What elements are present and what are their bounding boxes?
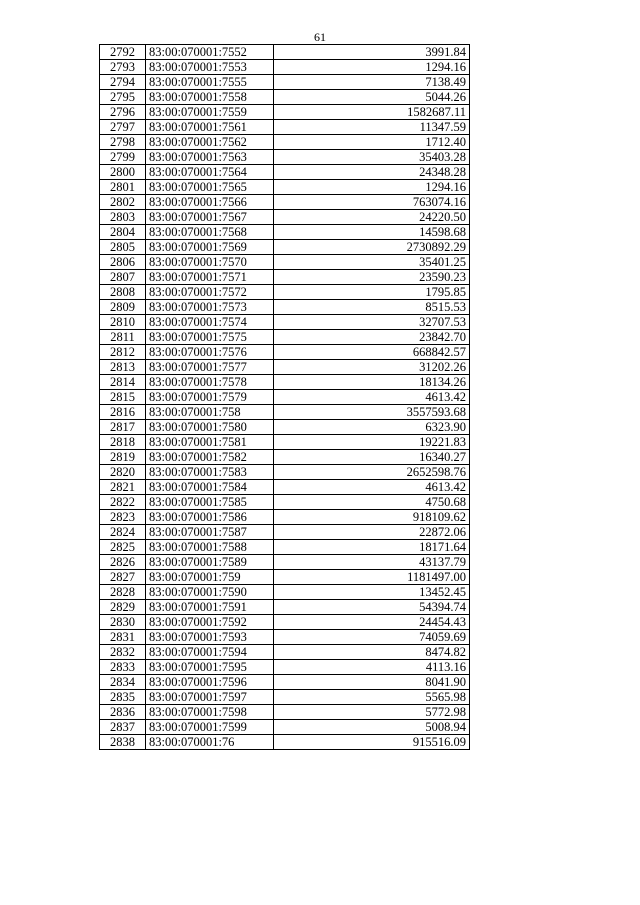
cadastral-value-cell: 1712.40 — [274, 135, 470, 150]
table-row — [100, 570, 470, 585]
cadastral-value-cell: 5565.98 — [274, 690, 470, 705]
cadastral-number-cell: 83:00:070001:7598 — [146, 705, 274, 720]
row-number-cell: 2806 — [100, 255, 146, 270]
row-number-cell: 2812 — [100, 345, 146, 360]
row-number-cell: 2804 — [100, 225, 146, 240]
cadastral-value-cell: 5044.26 — [274, 90, 470, 105]
cadastral-value-cell: 5008.94 — [274, 720, 470, 735]
cadastral-number-cell: 83:00:070001:7588 — [146, 540, 274, 555]
row-number-cell: 2792 — [100, 45, 146, 60]
table-row — [100, 420, 470, 435]
cadastral-number-cell: 83:00:070001:7558 — [146, 90, 274, 105]
table-row — [100, 615, 470, 630]
cadastral-number-cell: 83:00:070001:7599 — [146, 720, 274, 735]
table-row — [100, 495, 470, 510]
cadastral-value-cell: 5772.98 — [274, 705, 470, 720]
table-row — [100, 255, 470, 270]
row-number-cell: 2822 — [100, 495, 146, 510]
cadastral-value-cell: 18134.26 — [274, 375, 470, 390]
row-number-cell: 2838 — [100, 735, 146, 750]
cadastral-value-cell: 16340.27 — [274, 450, 470, 465]
table-row — [100, 330, 470, 345]
cadastral-number-cell: 83:00:070001:7586 — [146, 510, 274, 525]
cadastral-value-cell: 4113.16 — [274, 660, 470, 675]
cadastral-value-cell: 19221.83 — [274, 435, 470, 450]
cadastral-number-cell: 83:00:070001:7595 — [146, 660, 274, 675]
row-number-cell: 2821 — [100, 480, 146, 495]
table-row — [100, 195, 470, 210]
row-number-cell: 2824 — [100, 525, 146, 540]
table-row — [100, 225, 470, 240]
cadastral-number-cell: 83:00:070001:7564 — [146, 165, 274, 180]
cadastral-number-cell: 83:00:070001:7587 — [146, 525, 274, 540]
row-number-cell: 2800 — [100, 165, 146, 180]
cadastral-value-cell: 32707.53 — [274, 315, 470, 330]
table-row — [100, 150, 470, 165]
cadastral-number-cell: 83:00:070001:7569 — [146, 240, 274, 255]
row-number-cell: 2810 — [100, 315, 146, 330]
table-row — [100, 555, 470, 570]
cadastral-value-cell: 915516.09 — [274, 735, 470, 750]
row-number-cell: 2799 — [100, 150, 146, 165]
cadastral-value-cell: 22872.06 — [274, 525, 470, 540]
cadastral-number-cell: 83:00:070001:7563 — [146, 150, 274, 165]
table-row — [100, 705, 470, 720]
cadastral-number-cell: 83:00:070001:7566 — [146, 195, 274, 210]
table-row — [100, 465, 470, 480]
row-number-cell: 2807 — [100, 270, 146, 285]
row-number-cell: 2818 — [100, 435, 146, 450]
table-row — [100, 360, 470, 375]
row-number-cell: 2837 — [100, 720, 146, 735]
cadastral-value-cell: 1294.16 — [274, 60, 470, 75]
row-number-cell: 2829 — [100, 600, 146, 615]
cadastral-value-cell: 4750.68 — [274, 495, 470, 510]
row-number-cell: 2795 — [100, 90, 146, 105]
row-number-cell: 2826 — [100, 555, 146, 570]
table-row — [100, 165, 470, 180]
cadastral-value-cell: 668842.57 — [274, 345, 470, 360]
cadastral-number-cell: 83:00:070001:7572 — [146, 285, 274, 300]
row-number-cell: 2809 — [100, 300, 146, 315]
cadastral-value-cell: 13452.45 — [274, 585, 470, 600]
cadastral-value-cell: 1181497.00 — [274, 570, 470, 585]
page-number: 61 — [314, 30, 326, 44]
cadastral-value-cell: 24220.50 — [274, 210, 470, 225]
cadastral-number-cell: 83:00:070001:7552 — [146, 45, 274, 60]
row-number-cell: 2835 — [100, 690, 146, 705]
cadastral-value-cell: 4613.42 — [274, 480, 470, 495]
table-row — [100, 60, 470, 75]
cadastral-value-cell: 3557593.68 — [274, 405, 470, 420]
table-row — [100, 45, 470, 60]
table-row — [100, 105, 470, 120]
cadastral-number-cell: 83:00:070001:7565 — [146, 180, 274, 195]
table-row — [100, 345, 470, 360]
table-row — [100, 540, 470, 555]
row-number-cell: 2816 — [100, 405, 146, 420]
cadastral-value-cell: 1582687.11 — [274, 105, 470, 120]
table-row — [100, 450, 470, 465]
table-row — [100, 405, 470, 420]
cadastral-number-cell: 83:00:070001:7561 — [146, 120, 274, 135]
cadastral-number-cell: 83:00:070001:7581 — [146, 435, 274, 450]
cadastral-number-cell: 83:00:070001:7596 — [146, 675, 274, 690]
cadastral-value-cell: 7138.49 — [274, 75, 470, 90]
cadastral-number-cell: 83:00:070001:7559 — [146, 105, 274, 120]
cadastral-number-cell: 83:00:070001:7553 — [146, 60, 274, 75]
row-number-cell: 2814 — [100, 375, 146, 390]
row-number-cell: 2825 — [100, 540, 146, 555]
table-row — [100, 135, 470, 150]
table-row — [100, 690, 470, 705]
cadastral-value-cell: 14598.68 — [274, 225, 470, 240]
cadastral-number-cell: 83:00:070001:7568 — [146, 225, 274, 240]
row-number-cell: 2793 — [100, 60, 146, 75]
row-number-cell: 2836 — [100, 705, 146, 720]
table-row — [100, 525, 470, 540]
cadastral-number-cell: 83:00:070001:7578 — [146, 375, 274, 390]
cadastral-value-cell: 8515.53 — [274, 300, 470, 315]
table-row — [100, 600, 470, 615]
cadastral-number-cell: 83:00:070001:7582 — [146, 450, 274, 465]
table-row — [100, 240, 470, 255]
cadastral-value-table — [99, 44, 470, 750]
cadastral-number-cell: 83:00:070001:7555 — [146, 75, 274, 90]
cadastral-value-cell: 74059.69 — [274, 630, 470, 645]
cadastral-number-cell: 83:00:070001:7594 — [146, 645, 274, 660]
cadastral-number-cell: 83:00:070001:7589 — [146, 555, 274, 570]
cadastral-number-cell: 83:00:070001:7567 — [146, 210, 274, 225]
row-number-cell: 2832 — [100, 645, 146, 660]
table-row — [100, 270, 470, 285]
row-number-cell: 2820 — [100, 465, 146, 480]
table-row — [100, 585, 470, 600]
cadastral-value-cell: 23590.23 — [274, 270, 470, 285]
table-row — [100, 675, 470, 690]
cadastral-number-cell: 83:00:070001:7590 — [146, 585, 274, 600]
row-number-cell: 2794 — [100, 75, 146, 90]
cadastral-number-cell: 83:00:070001:7576 — [146, 345, 274, 360]
cadastral-value-cell: 4613.42 — [274, 390, 470, 405]
cadastral-value-cell: 24454.43 — [274, 615, 470, 630]
cadastral-value-cell: 3991.84 — [274, 45, 470, 60]
table-row — [100, 120, 470, 135]
cadastral-number-cell: 83:00:070001:758 — [146, 405, 274, 420]
cadastral-number-cell: 83:00:070001:76 — [146, 735, 274, 750]
cadastral-number-cell: 83:00:070001:7579 — [146, 390, 274, 405]
table-row — [100, 660, 470, 675]
table-row — [100, 645, 470, 660]
cadastral-value-cell: 1795.85 — [274, 285, 470, 300]
cadastral-value-cell: 18171.64 — [274, 540, 470, 555]
row-number-cell: 2823 — [100, 510, 146, 525]
cadastral-value-cell: 1294.16 — [274, 180, 470, 195]
table-row — [100, 720, 470, 735]
row-number-cell: 2815 — [100, 390, 146, 405]
cadastral-value-cell: 43137.79 — [274, 555, 470, 570]
table-row — [100, 75, 470, 90]
cadastral-number-cell: 83:00:070001:7580 — [146, 420, 274, 435]
table-row — [100, 480, 470, 495]
row-number-cell: 2796 — [100, 105, 146, 120]
table-row — [100, 285, 470, 300]
cadastral-number-cell: 83:00:070001:7585 — [146, 495, 274, 510]
cadastral-value-cell: 54394.74 — [274, 600, 470, 615]
row-number-cell: 2801 — [100, 180, 146, 195]
table-row — [100, 630, 470, 645]
cadastral-value-cell: 11347.59 — [274, 120, 470, 135]
table-row — [100, 90, 470, 105]
cadastral-number-cell: 83:00:070001:7570 — [146, 255, 274, 270]
row-number-cell: 2802 — [100, 195, 146, 210]
cadastral-number-cell: 83:00:070001:7593 — [146, 630, 274, 645]
cadastral-number-cell: 83:00:070001:7584 — [146, 480, 274, 495]
row-number-cell: 2803 — [100, 210, 146, 225]
row-number-cell: 2797 — [100, 120, 146, 135]
cadastral-value-cell: 918109.62 — [274, 510, 470, 525]
cadastral-number-cell: 83:00:070001:7577 — [146, 360, 274, 375]
table-row — [100, 435, 470, 450]
cadastral-value-cell: 23842.70 — [274, 330, 470, 345]
cadastral-value-cell: 6323.90 — [274, 420, 470, 435]
table-row — [100, 300, 470, 315]
row-number-cell: 2831 — [100, 630, 146, 645]
row-number-cell: 2805 — [100, 240, 146, 255]
table-row — [100, 390, 470, 405]
row-number-cell: 2833 — [100, 660, 146, 675]
row-number-cell: 2830 — [100, 615, 146, 630]
cadastral-value-cell: 2652598.76 — [274, 465, 470, 480]
row-number-cell: 2828 — [100, 585, 146, 600]
cadastral-number-cell: 83:00:070001:7573 — [146, 300, 274, 315]
row-number-cell: 2817 — [100, 420, 146, 435]
cadastral-value-cell: 35403.28 — [274, 150, 470, 165]
row-number-cell: 2819 — [100, 450, 146, 465]
cadastral-value-cell: 763074.16 — [274, 195, 470, 210]
cadastral-number-cell: 83:00:070001:7574 — [146, 315, 274, 330]
cadastral-value-cell: 8474.82 — [274, 645, 470, 660]
table-row — [100, 180, 470, 195]
table-row — [100, 315, 470, 330]
row-number-cell: 2827 — [100, 570, 146, 585]
cadastral-number-cell: 83:00:070001:759 — [146, 570, 274, 585]
table-row — [100, 510, 470, 525]
cadastral-number-cell: 83:00:070001:7575 — [146, 330, 274, 345]
cadastral-number-cell: 83:00:070001:7597 — [146, 690, 274, 705]
table-row — [100, 375, 470, 390]
cadastral-number-cell: 83:00:070001:7562 — [146, 135, 274, 150]
cadastral-value-cell: 24348.28 — [274, 165, 470, 180]
cadastral-number-cell: 83:00:070001:7583 — [146, 465, 274, 480]
cadastral-value-cell: 31202.26 — [274, 360, 470, 375]
cadastral-number-cell: 83:00:070001:7571 — [146, 270, 274, 285]
row-number-cell: 2811 — [100, 330, 146, 345]
cadastral-value-cell: 8041.90 — [274, 675, 470, 690]
cadastral-value-cell: 2730892.29 — [274, 240, 470, 255]
cadastral-value-cell: 35401.25 — [274, 255, 470, 270]
table-body — [100, 45, 470, 750]
row-number-cell: 2808 — [100, 285, 146, 300]
row-number-cell: 2834 — [100, 675, 146, 690]
row-number-cell: 2798 — [100, 135, 146, 150]
cadastral-number-cell: 83:00:070001:7591 — [146, 600, 274, 615]
table-row — [100, 735, 470, 750]
row-number-cell: 2813 — [100, 360, 146, 375]
table-row — [100, 210, 470, 225]
cadastral-number-cell: 83:00:070001:7592 — [146, 615, 274, 630]
